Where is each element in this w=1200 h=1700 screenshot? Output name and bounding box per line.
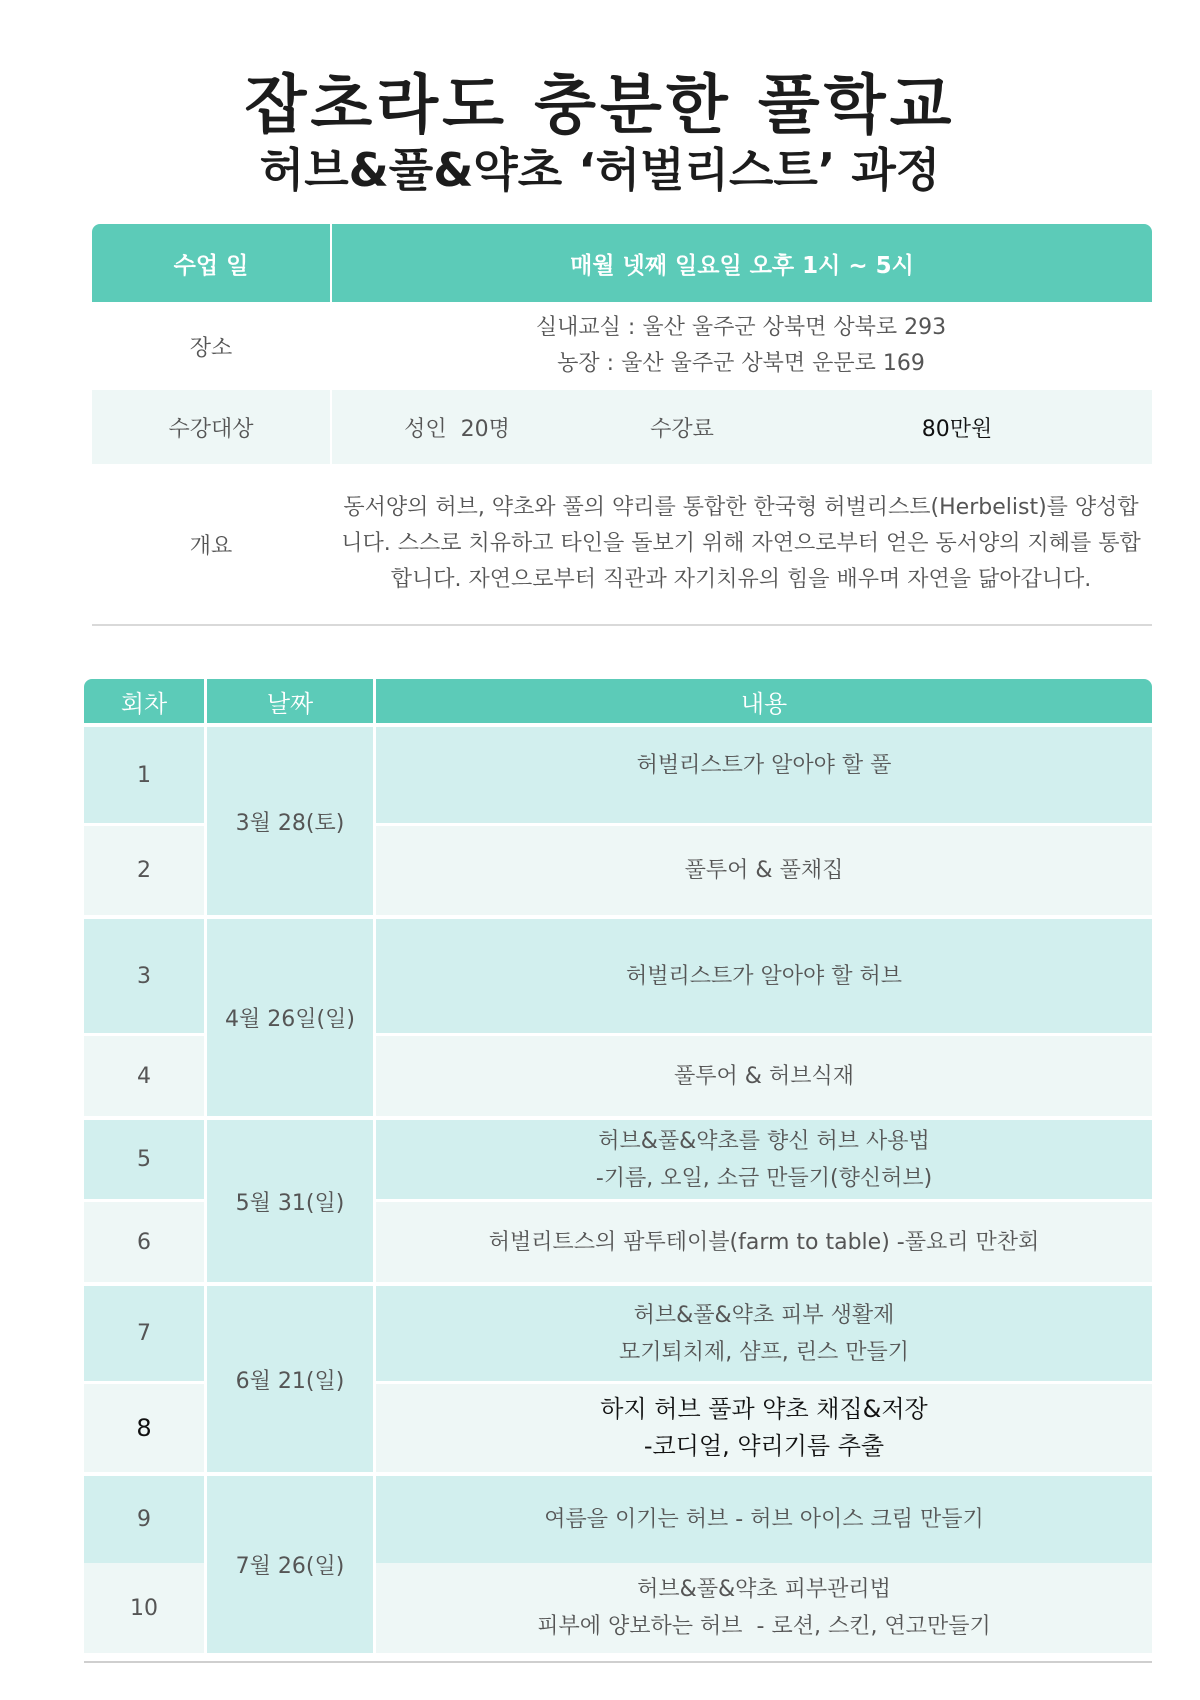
page-subtitle: 허브&풀&약초 ‘허벌리스트’ 과정 — [259, 143, 941, 197]
header-content: 내용 — [376, 679, 1152, 723]
info-row-target — [92, 390, 1152, 464]
session-content-line: 허벌리스트가 알아야 할 풀 — [636, 753, 892, 778]
session-number: 2 — [84, 826, 207, 915]
page-title: 잡초라도 충분한 풀학교 — [244, 69, 956, 143]
place-line-classroom: 실내교실 : 울산 울주군 상북면 상북로 293 — [535, 315, 947, 340]
session-group — [84, 1120, 1152, 1282]
session-content — [376, 1476, 1152, 1563]
target-value: 성인 20명 — [404, 416, 510, 442]
table-row — [376, 727, 1152, 823]
session-date: 3월 28(토) — [207, 727, 376, 915]
place-line-farm: 농장 : 울산 울주군 상북면 운문로 169 — [557, 351, 925, 376]
session-content-line: 허벌리스트가 알아야 할 허브 — [625, 963, 902, 989]
session-number-cell — [84, 1563, 207, 1653]
session-number-cell — [84, 1476, 207, 1563]
session-number: 9 — [84, 1476, 207, 1563]
place-label: 장소 — [189, 335, 233, 361]
place-value — [330, 302, 1152, 390]
session-content — [376, 727, 1152, 823]
session-number-cell — [84, 1033, 207, 1116]
table-row — [376, 919, 1152, 1033]
table-row — [376, 1120, 1152, 1199]
session-number-cell — [84, 1381, 207, 1472]
session-content-line: 풀투어 & 풀채집 — [684, 858, 844, 883]
session-date: 5월 31(일) — [207, 1120, 376, 1282]
table-bottom-divider — [84, 1661, 1152, 1663]
session-content-line: 하지 허브 풀과 약초 채집&저장 — [600, 1395, 928, 1423]
session-number: 6 — [84, 1202, 207, 1282]
session-number-cell — [84, 919, 207, 1033]
session-number: 1 — [84, 727, 207, 823]
fee-value: 80만원 — [921, 416, 993, 442]
session-date: 7월 26(일) — [207, 1476, 376, 1653]
session-group — [84, 727, 1152, 915]
session-date: 4월 26일(일) — [207, 919, 376, 1116]
session-number-cell — [84, 1199, 207, 1282]
summary-label: 개요 — [189, 533, 233, 559]
session-content — [376, 1384, 1152, 1472]
session-number: 5 — [84, 1120, 207, 1199]
table-row — [376, 1381, 1152, 1472]
session-content-line: 풀투어 & 허브식재 — [674, 1063, 854, 1089]
session-content — [376, 1563, 1152, 1653]
fee-label: 수강료 — [650, 416, 714, 442]
session-content-line: 허브&풀&약초 피부 생활제 — [633, 1302, 895, 1328]
table-row — [376, 1033, 1152, 1116]
session-content-line: 허브&풀&약초를 향신 허브 사용법 — [598, 1128, 930, 1154]
session-content-line: 피부에 양보하는 허브 - 로션, 스킨, 연고만들기 — [537, 1614, 991, 1639]
header-date: 날짜 — [207, 679, 376, 723]
session-number: 3 — [84, 919, 207, 1033]
session-group — [84, 1476, 1152, 1653]
session-group — [84, 1286, 1152, 1472]
session-content — [376, 826, 1152, 915]
session-group — [84, 919, 1152, 1116]
session-content-line: 여름을 이기는 허브 - 허브 아이스 크림 만들기 — [544, 1507, 984, 1532]
session-content-line: 모기퇴치제, 샴프, 린스 만들기 — [619, 1339, 909, 1365]
table-row — [376, 1199, 1152, 1282]
class-day-value: 매월 넷째 일요일 오후 1시 ~ 5시 — [570, 252, 914, 279]
session-content — [376, 1036, 1152, 1116]
session-number-cell — [84, 1120, 207, 1199]
session-content-line: -기름, 오일, 소금 만들기(향신허브) — [595, 1165, 933, 1191]
table-row — [376, 1286, 1152, 1381]
session-number: 10 — [84, 1563, 207, 1653]
class-day-label: 수업 일 — [92, 224, 332, 302]
schedule-table — [84, 679, 1152, 1653]
table-row — [376, 1476, 1152, 1563]
session-content — [376, 1286, 1152, 1381]
session-content-line: 허브&풀&약초 피부관리법 — [637, 1577, 891, 1602]
summary-text: 동서양의 허브, 약초와 풀의 약리를 통합한 한국형 허벌리스트(Herbelist)를 양성합니다. 스스로 치유하고 타인을 돌보기 위해 자연으로부터 얻은 동서양의 지혜를 통합합니다. 자연으로부터 직관과 자기치유의 힘을 배우며 자연을 닮아갑니다. — [341, 495, 1141, 592]
target-fee-cells — [332, 390, 1152, 464]
session-content — [376, 1202, 1152, 1282]
session-number: 4 — [84, 1036, 207, 1116]
info-row-class-day — [92, 224, 1152, 302]
session-content-line: 허벌리트스의 팜투테이블(farm to table) -풀요리 만찬회 — [488, 1229, 1040, 1255]
session-number: 7 — [84, 1286, 207, 1381]
info-row-place — [92, 302, 1152, 390]
session-content — [376, 1120, 1152, 1199]
session-date: 6월 21(일) — [207, 1286, 376, 1472]
header-session: 회차 — [84, 679, 207, 723]
session-number-cell — [84, 1286, 207, 1381]
info-table — [92, 224, 1152, 626]
session-content — [376, 919, 1152, 1033]
session-number: 8 — [84, 1384, 207, 1472]
table-row — [376, 1563, 1152, 1653]
target-label: 수강대상 — [92, 390, 332, 464]
table-row — [376, 823, 1152, 915]
schedule-header — [84, 679, 1152, 723]
session-content-line: -코디얼, 약리기름 추출 — [643, 1432, 885, 1460]
session-number-cell — [84, 727, 207, 823]
info-row-summary — [92, 464, 1152, 626]
session-number-cell — [84, 823, 207, 915]
